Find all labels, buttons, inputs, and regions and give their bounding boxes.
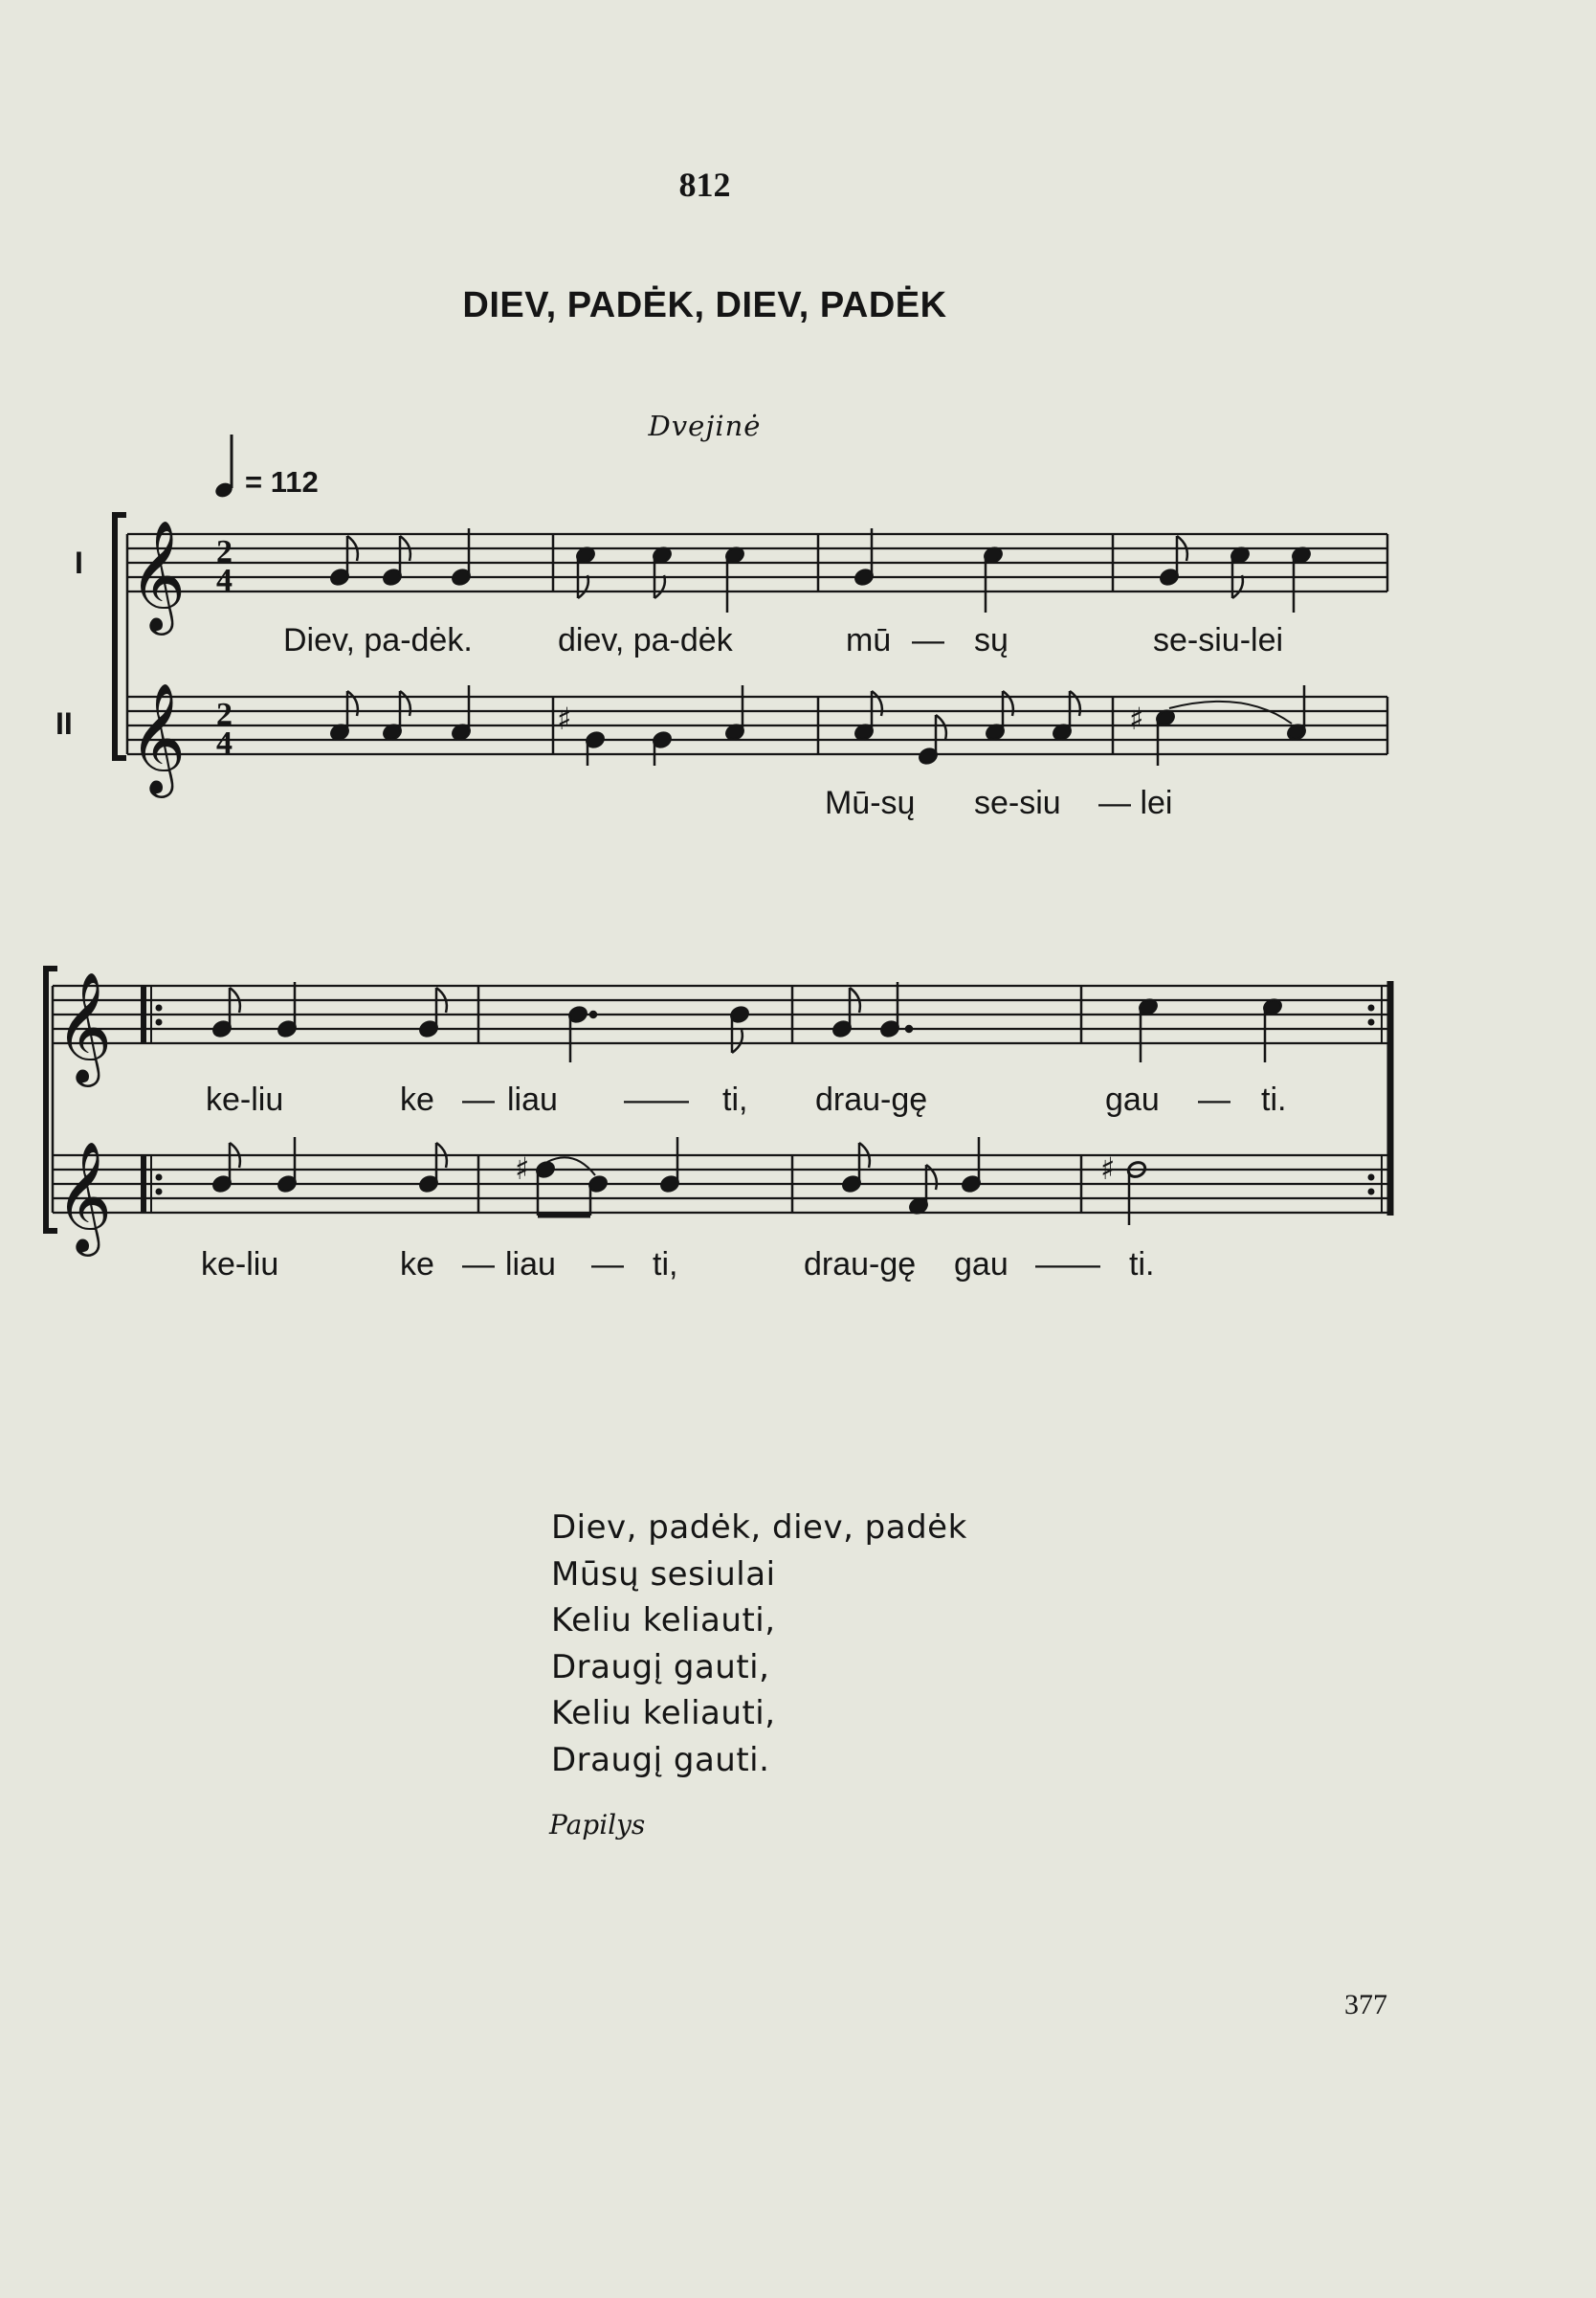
lyric-syllable: se-siu	[974, 785, 1061, 821]
svg-text:♯: ♯	[515, 1150, 530, 1187]
poem-line: Mūsų sesiulai	[551, 1554, 776, 1594]
treble-clef-icon: 𝄞	[55, 971, 113, 1082]
time-signature	[216, 534, 233, 761]
treble-clef-icon: 𝄞	[129, 681, 187, 793]
lyric-syllable: ke	[400, 1246, 434, 1283]
song-number: 812	[678, 166, 731, 204]
repeat-start-sign	[144, 986, 151, 1213]
lyric-syllable: —	[591, 1246, 624, 1283]
staff-2-2	[53, 1155, 1392, 1213]
svg-text:♯: ♯	[557, 701, 572, 737]
voice-label-2: II	[55, 706, 73, 741]
lyric-syllable: se-siu-lei	[1153, 622, 1284, 658]
lyric-syllable: ——	[1035, 1246, 1100, 1283]
staff-1-2	[127, 697, 1387, 754]
lyric-syllable: —	[912, 622, 944, 658]
song-title: DIEV, PADĖK, DIEV, PADĖK	[462, 285, 947, 325]
song-type: Dvejinė	[648, 410, 762, 442]
lyric-syllable: ke-liu	[201, 1246, 279, 1283]
lyric-syllable: —	[462, 1246, 495, 1283]
poem-line: Keliu keliauti,	[551, 1601, 776, 1640]
lyric-syllable: sų	[974, 622, 1009, 658]
lyric-syllable: Diev, pa-dėk.	[283, 622, 473, 658]
lyric-syllable: liau	[507, 1082, 558, 1118]
svg-text:4: 4	[216, 563, 233, 598]
lyric-syllable: liau	[505, 1246, 556, 1283]
repeat-end-sign	[1382, 981, 1390, 1216]
svg-text:♯: ♯	[1129, 701, 1144, 737]
svg-text:4: 4	[216, 725, 233, 761]
lyric-syllable: ti.	[1261, 1082, 1287, 1118]
poem-line: Draugį gauti.	[551, 1740, 770, 1779]
lyric-syllable: ti.	[1129, 1246, 1155, 1283]
lyric-syllable: ke	[400, 1082, 434, 1118]
poem-line: Draugį gauti,	[551, 1647, 770, 1686]
lyric-syllable: —	[1198, 1082, 1230, 1118]
lyric-syllable: mū	[846, 622, 892, 658]
lyric-syllable: — lei	[1098, 785, 1173, 821]
poem-line: Keliu keliauti,	[551, 1694, 776, 1732]
lyric-syllable: ti,	[722, 1082, 748, 1118]
svg-text:2: 2	[216, 697, 233, 732]
poem-text	[551, 1505, 967, 1783]
source-location: Papilys	[549, 1809, 646, 1841]
voice-label-1: I	[75, 546, 83, 580]
page-number: 377	[1344, 1989, 1387, 2020]
lyric-syllable: —	[462, 1082, 495, 1118]
lyric-syllable: drau-gę	[815, 1082, 928, 1118]
lyric-syllable: ke-liu	[206, 1082, 284, 1118]
lyric-syllable: ——	[624, 1082, 689, 1118]
lyric-syllable: Mū-sų	[825, 785, 916, 821]
lyric-syllable: gau	[1105, 1082, 1160, 1118]
lyric-syllable: gau	[954, 1246, 1009, 1283]
lyric-syllable: ti,	[653, 1246, 678, 1283]
staff-1-1	[127, 534, 1387, 591]
treble-clef-icon: 𝄞	[55, 1140, 113, 1252]
tempo-marking: = 112	[245, 465, 319, 499]
lyric-syllable: drau-gę	[804, 1246, 917, 1283]
staff-2-1	[53, 986, 1392, 1043]
poem-line: Diev, padėk, diev, padėk	[551, 1508, 967, 1547]
svg-text:2: 2	[216, 534, 233, 569]
treble-clef-icon: 𝄞	[129, 519, 187, 631]
lyric-syllable: diev, pa-dėk	[558, 622, 733, 658]
svg-text:♯: ♯	[1100, 1150, 1116, 1187]
